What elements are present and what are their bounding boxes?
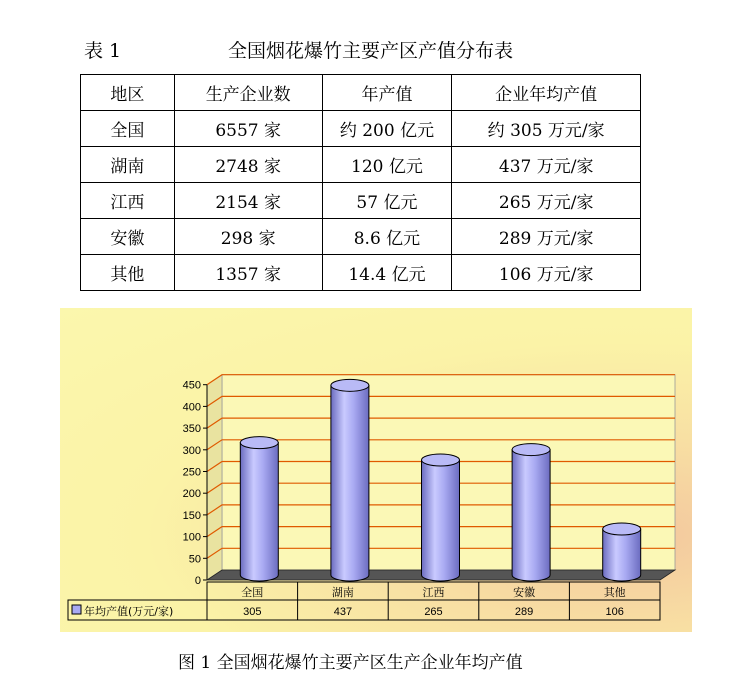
- y-tick-label: 250: [182, 466, 201, 479]
- y-tick-label: 450: [182, 379, 201, 392]
- legend-key: [72, 605, 81, 614]
- table-header-cell: 企业年均产值: [452, 75, 641, 111]
- table-header-cell: 年产值: [322, 75, 452, 111]
- table-row: [81, 183, 641, 219]
- table-cell: 106 万元/家: [452, 255, 641, 291]
- table-cell: 约 305 万元/家: [452, 111, 641, 147]
- bar-body: [331, 385, 369, 581]
- bar-body: [603, 529, 641, 581]
- bar: [422, 454, 460, 581]
- x-category-label: 湖南: [331, 586, 354, 599]
- bar-top-cap: [240, 437, 278, 449]
- table-cell: 江西: [81, 183, 175, 219]
- data-value-label: 305: [243, 606, 262, 618]
- table-cell: 289 万元/家: [452, 219, 641, 255]
- table-header-cell: 地区: [81, 75, 175, 111]
- table-row: [81, 147, 641, 183]
- bar-body: [240, 443, 278, 581]
- table-row: [81, 219, 641, 255]
- y-tick-label: 150: [182, 509, 201, 522]
- chart-area: [60, 308, 692, 632]
- bar-body: [512, 450, 550, 581]
- table-header-cell: 生产企业数: [174, 75, 322, 111]
- table-cell: 298 家: [174, 219, 322, 255]
- table-cell: 120 亿元: [322, 147, 452, 183]
- table-cell: 约 200 亿元: [322, 111, 452, 147]
- bar-body: [422, 460, 460, 581]
- table-cell: 437 万元/家: [452, 147, 641, 183]
- data-value-label: 289: [514, 606, 534, 618]
- table-cell: 265 万元/家: [452, 183, 641, 219]
- bar: [603, 523, 641, 581]
- bar: [240, 437, 278, 581]
- table-title: 全国烟花爆竹主要产区产值分布表: [228, 40, 514, 62]
- y-tick-label: 0: [194, 575, 201, 587]
- x-category-label: 江西: [422, 586, 445, 599]
- table-label: 表 1: [84, 40, 122, 62]
- bar-top-cap: [422, 454, 460, 466]
- bar: [331, 379, 369, 581]
- table-cell: 湖南: [81, 147, 175, 183]
- table-row: [81, 255, 641, 291]
- data-value-label: 437: [333, 606, 353, 618]
- bar-top-cap: [603, 523, 641, 535]
- table-cell: 安徽: [81, 219, 175, 255]
- data-value-label: 106: [605, 606, 624, 618]
- table-cell: 1357 家: [174, 255, 322, 291]
- data-value-label: 265: [424, 606, 443, 618]
- y-tick-label: 300: [182, 444, 201, 457]
- y-tick-label: 200: [182, 488, 201, 501]
- y-tick-label: 400: [182, 401, 201, 414]
- bar-top-cap: [331, 379, 369, 391]
- table-header-row: [81, 75, 641, 111]
- table-cell: 其他: [81, 255, 175, 291]
- x-category-label: 全国: [241, 586, 264, 599]
- table-cell: 2154 家: [174, 183, 322, 219]
- bar-top-cap: [512, 444, 550, 456]
- y-tick-label: 50: [188, 553, 201, 566]
- table-cell: 57 亿元: [322, 183, 452, 219]
- table-cell: 2748 家: [174, 147, 322, 183]
- table-cell: 6557 家: [174, 111, 322, 147]
- legend-series-name: 年均产值(万元/家): [84, 605, 174, 618]
- y-tick-label: 100: [182, 531, 201, 544]
- y-tick-label: 350: [182, 423, 201, 436]
- bar-chart: [60, 308, 692, 632]
- table-cell: 14.4 亿元: [322, 255, 452, 291]
- x-category-label: 其他: [603, 586, 626, 599]
- x-category-label: 安徽: [513, 586, 536, 599]
- table-row: [81, 111, 641, 147]
- figure-caption: 图 1 全国烟花爆竹主要产区生产企业年均产值: [178, 653, 523, 673]
- table-cell: 8.6 亿元: [322, 219, 452, 255]
- data-table: [80, 74, 641, 291]
- bar: [512, 444, 550, 581]
- table-cell: 全国: [81, 111, 175, 147]
